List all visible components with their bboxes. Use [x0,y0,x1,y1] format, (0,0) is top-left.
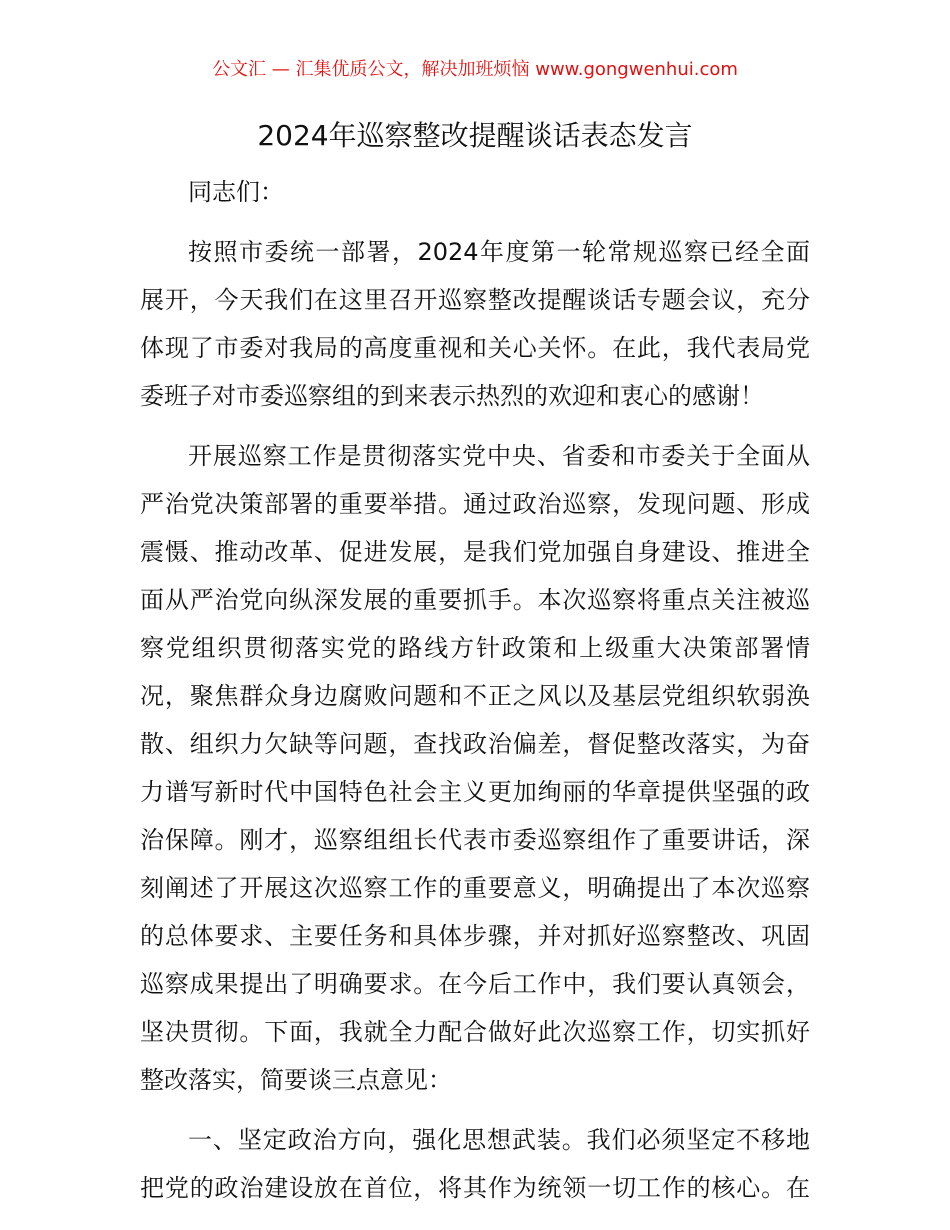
text-line: 况，聚焦群众身边腐败问题和不正之风以及基层党组织软弱涣 [140,682,810,710]
text-line: 坚决贯彻。下面，我就全力配合做好此次巡察工作，切实抓好 [140,1018,810,1046]
paragraph-point-one [140,1116,810,1212]
text-line: 察党组织贯彻落实党的路线方针政策和上级重大决策部署情 [140,634,810,662]
text-line: 严治党决策部署的重要举措。通过政治巡察，发现问题、形成 [140,490,810,518]
document-body [140,168,810,1212]
text-line: 震慑、推动改革、促进发展，是我们党加强自身建设、推进全 [140,538,810,566]
text-line: 的总体要求、主要任务和具体步骤，并对抓好巡察整改、巩固 [140,922,810,950]
text-line: 散、组织力欠缺等问题，查找政治偏差，督促整改落实，为奋 [140,730,810,758]
text-line: 展开，今天我们在这里召开巡察整改提醒谈话专题会议，充分 [140,286,810,314]
text-line: 一、坚定政治方向，强化思想武装。我们必须坚定不移地 [188,1126,810,1154]
document-title: 2024年巡察整改提醒谈话表态发言 [257,119,693,152]
text-line: 刻阐述了开展这次巡察工作的重要意义，明确提出了本次巡察 [140,874,810,902]
text-line: 巡察成果提出了明确要求。在今后工作中，我们要认真领会， [140,970,810,998]
salutation: 同志们： [188,178,284,206]
paragraph-significance [140,432,810,1104]
text-line: 力谱写新时代中国特色社会主义更加绚丽的华章提供坚强的政 [140,778,810,806]
text-line: 把党的政治建设放在首位，将其作为统领一切工作的核心。在 [140,1174,810,1202]
paragraph-intro [140,228,810,420]
text-line: 整改落实，简要谈三点意见： [140,1066,452,1094]
text-line: 按照市委统一部署，2024年度第一轮常规巡察已经全面 [188,238,810,266]
text-line: 体现了市委对我局的高度重视和关心关怀。在此，我代表局党 [140,334,810,362]
text-line: 面从严治党向纵深发展的重要抓手。本次巡察将重点关注被巡 [140,586,810,614]
text-line: 治保障。刚才，巡察组组长代表市委巡察组作了重要讲话，深 [140,826,810,854]
text-line: 委班子对市委巡察组的到来表示热烈的欢迎和衷心的感谢！ [140,382,764,410]
text-line: 开展巡察工作是贯彻落实党中央、省委和市委关于全面从 [188,442,810,470]
header-banner: 公文汇 — 汇集优质公文，解决加班烦恼 www.gongwenhui.com [212,59,738,80]
